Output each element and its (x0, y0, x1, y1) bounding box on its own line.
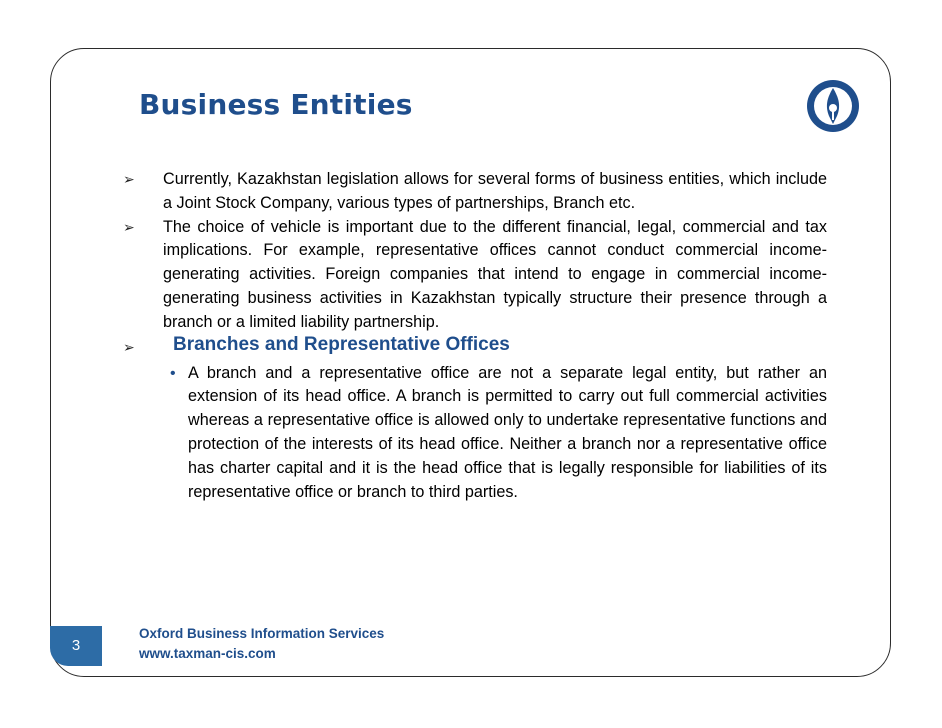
bullet-text: The choice of vehicle is important due to the different financial, legal, commercial and tax implications. For example, representative offices cannot conduct commercial income-generating activities. Foreign companies that intend to engage in commercial income-generating business activities in Kazakhstan typically structure their presence through a branch or a limited liability partnership. (163, 217, 827, 331)
dot-bullet-icon: • (170, 364, 176, 382)
footer-website: www.taxman-cis.com (139, 646, 276, 661)
arrow-bullet-icon: ➢ (123, 338, 135, 355)
bullet-item (122, 216, 827, 335)
bullet-text: Currently, Kazakhstan legislation allows for several forms of business entities, which include a Joint Stock Company, various types of partnerships, Branch etc. (163, 170, 827, 212)
sub-bullet-item (167, 362, 827, 505)
slide-title: Business Entities (139, 88, 413, 121)
footer-company: Oxford Business Information Services (139, 626, 385, 641)
footer (139, 624, 384, 664)
pen-nib-logo-icon (805, 78, 861, 134)
slide-content (122, 168, 827, 504)
subheading-text: Branches and Representative Offices (173, 333, 510, 355)
sub-bullet-text: A branch and a representative office are not a separate legal entity, but rather an extension of its head office. A branch is permitted to carry out full commercial activities whereas a representative office is allowed only to undertake representative functions and protection of the interests of its head office. Neither a branch nor a representative office has charter capital and it is the head office that is legally responsible for liabilities of its representative office or branch to third parties. (188, 363, 827, 501)
arrow-bullet-icon: ➢ (123, 171, 135, 187)
arrow-bullet-icon: ➢ (123, 218, 135, 235)
page-number: 3 (50, 626, 102, 666)
bullet-item (122, 168, 827, 216)
subheading-bullet (122, 331, 827, 359)
